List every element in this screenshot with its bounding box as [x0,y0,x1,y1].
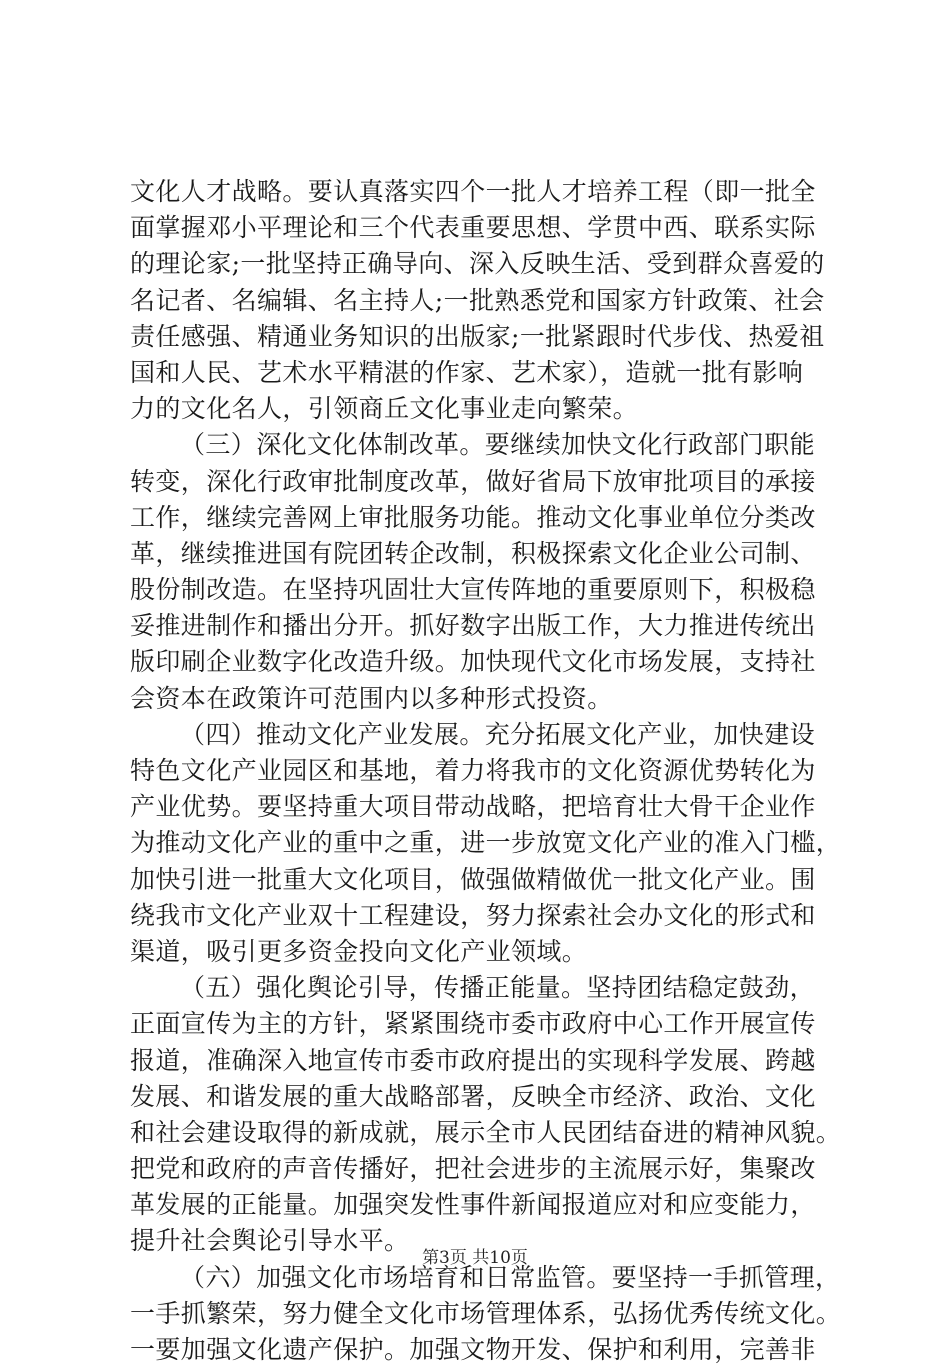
text-line: 工作，继续完善网上审批服务功能。推动文化事业单位分类改 [130,502,816,532]
text-line: （五）强化舆论引导，传播正能量。坚持团结稳定鼓劲， [180,973,816,1003]
text-line: 股份制改造。在坚持巩固壮大宣传阵地的重要原则下，积极稳 [130,575,816,605]
text-line: 革发展的正能量。加强突发性事件新闻报道应对和应变能力， [130,1190,816,1220]
text-line: 革，继续推进国有院团转企改制，积极探索文化企业公司制、 [130,538,816,568]
text-line: 加快引进一批重大文化项目，做强做精做优一批文化产业。围 [130,864,816,894]
page-footer: 第3页 共10页 [422,1248,528,1268]
text-line: 和社会建设取得的新成就，展示全市人民团结奋进的精神风貌。 [130,1117,842,1147]
text-line: 报道，准确深入地宣传市委市政府提出的实现科学发展、跨越 [130,1045,816,1075]
text-line: 发展、和谐发展的重大战略部署，反映全市经济、政治、文化 [130,1081,816,1111]
text-line: 转变，深化行政审批制度改革，做好省局下放审批项目的承接 [130,466,816,496]
text-line: 版印刷企业数字化改造升级。加快现代文化市场发展，支持社 [130,647,816,677]
text-line: （六）加强文化市场培育和日常监管。要坚持一手抓管理， [180,1262,841,1292]
text-line: 提升社会舆论引导水平。 [130,1226,410,1256]
text-line: 为推动文化产业的重中之重，进一步放宽文化产业的准入门槛， [130,828,842,858]
text-line: （四）推动文化产业发展。充分拓展文化产业，加快建设 [180,719,816,749]
text-line: 妥推进制作和播出分开。抓好数字出版工作，大力推进传统出 [130,611,816,641]
text-line: 面掌握邓小平理论和三个代表重要思想、学贯中西、联系实际 [130,213,816,243]
text-line: （三）深化文化体制改革。要继续加快文化行政部门职能 [180,430,816,460]
text-line: 名记者、名编辑、名主持人;一批熟悉党和国家方针政策、社会 [130,285,825,315]
text-line: 文化人才战略。要认真落实四个一批人才培养工程（即一批全 [130,177,816,206]
text-line: 特色文化产业园区和基地，着力将我市的文化资源优势转化为 [130,756,816,785]
text-line: 把党和政府的声音传播好，把社会进步的主流展示好，集聚改 [130,1154,816,1184]
text-line: 正面宣传为主的方针，紧紧围绕市委市政府中心工作开展宣传 [130,1009,816,1039]
text-line: 绕我市文化产业双十工程建设，努力探索社会办文化的形式和 [130,900,816,930]
text-line: 责任感强、精通业务知识的出版家;一批紧跟时代步伐、热爱祖 [130,321,825,351]
document-body [130,174,842,1368]
text-line: 一要加强文化遗产保护。加强文物开发、保护和利用，完善非 [130,1335,816,1364]
text-line: 产业优势。要坚持重大项目带动战略，把培育壮大骨干企业作 [130,792,816,822]
text-line: 的理论家;一批坚持正确导向、深入反映生活、受到群众喜爱的 [130,249,825,279]
text-line: 国和人民、艺术水平精湛的作家、艺术家），造就一批有影响 [130,357,804,387]
text-line: 渠道，吸引更多资金投向文化产业领域。 [130,936,588,966]
text-line: 力的文化名人，引领商丘文化事业走向繁荣。 [130,394,639,424]
text-line: 一手抓繁荣，努力健全文化市场管理体系，弘扬优秀传统文化。 [130,1298,842,1328]
text-line: 会资本在政策许可范围内以多种形式投资。 [130,683,613,713]
